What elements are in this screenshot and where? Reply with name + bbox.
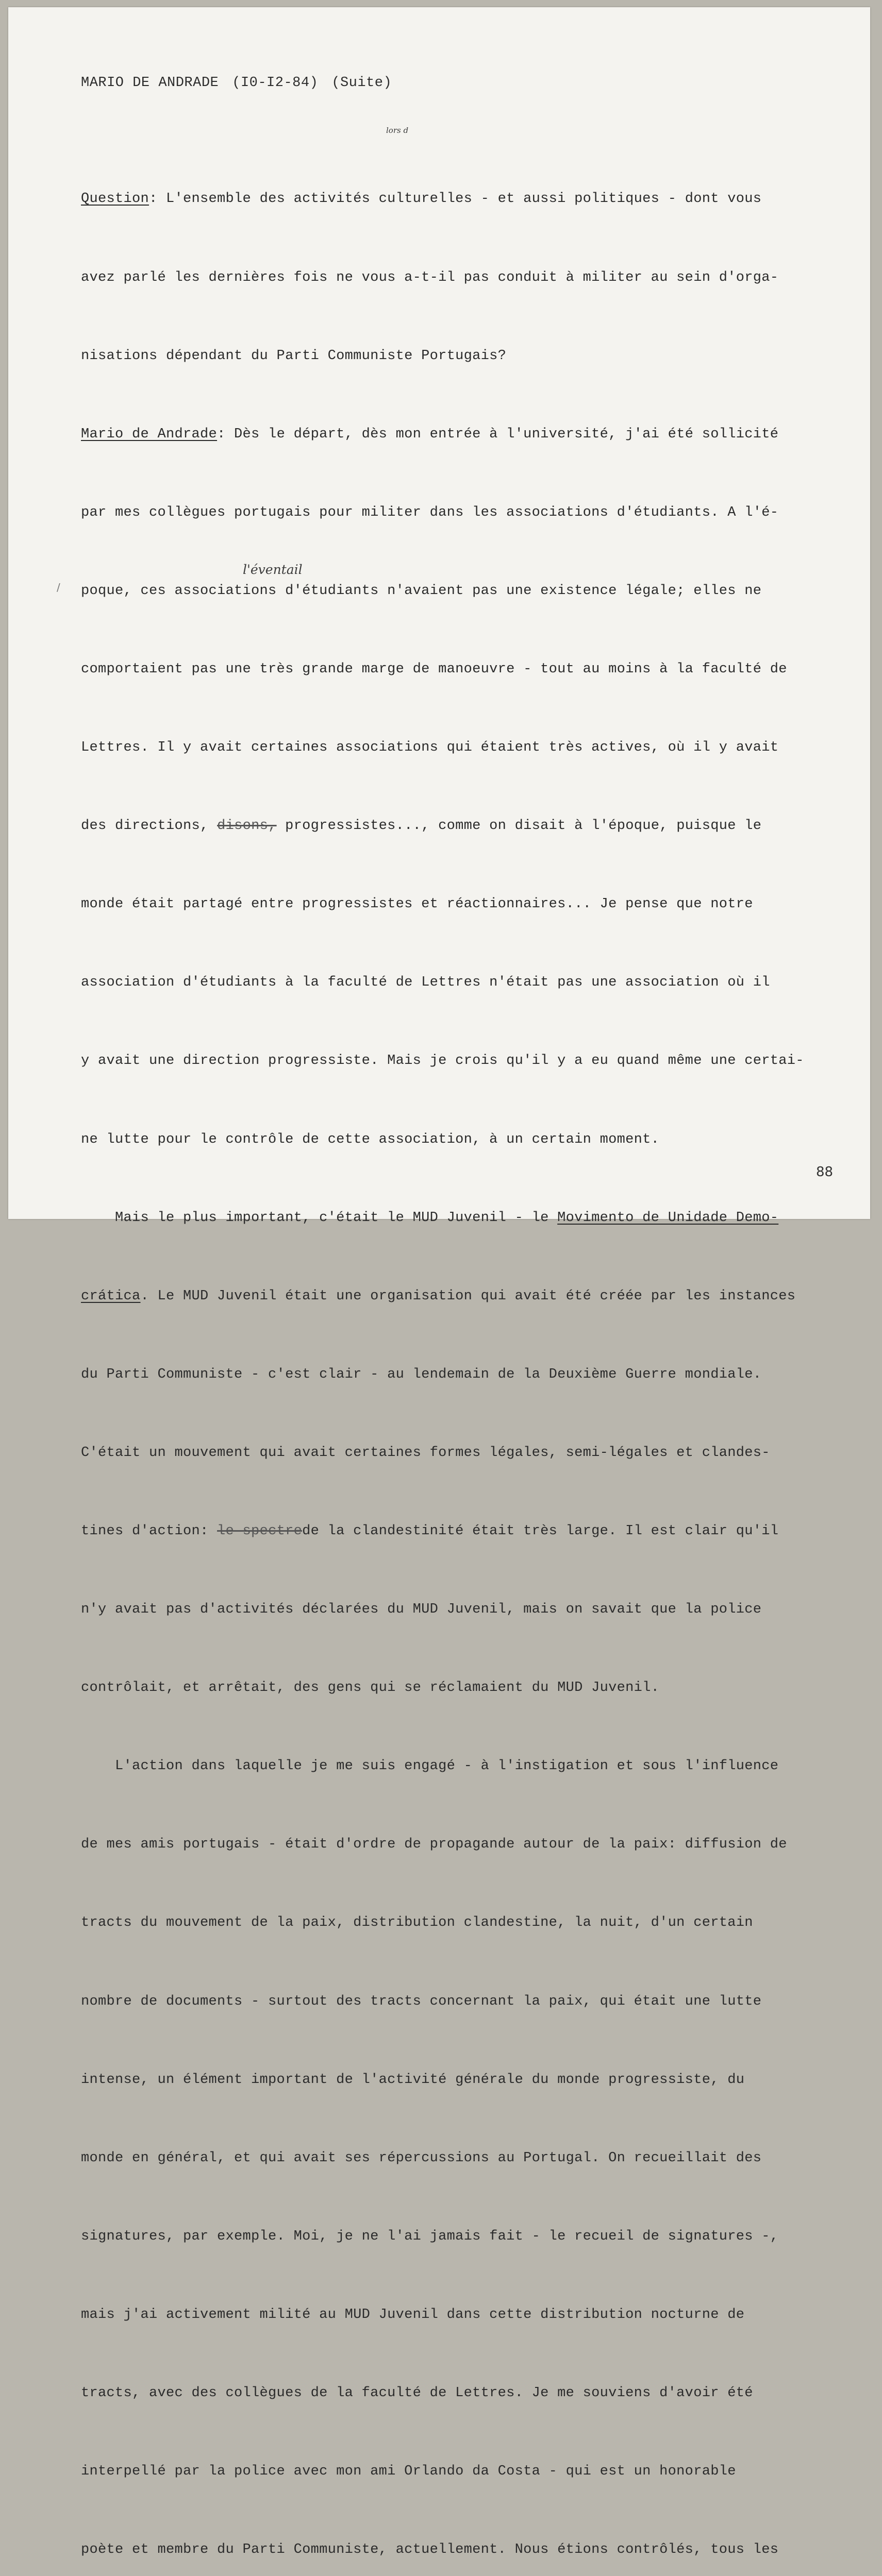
- header-date: (I0-I2-84): [232, 75, 319, 91]
- text-line: Mais le plus important, c'était le MUD Juvenil - le Movimento de Unidade Demo-: [81, 1210, 779, 1226]
- text-line: C'était un mouvement qui avait certaines formes légales, semi-légales et clandes-: [81, 1445, 770, 1461]
- text-line: nombre de documents - surtout des tracts concernant la paix, qui était une lutte: [81, 1993, 762, 2009]
- text-line: poque, ces associations d'étudiants n'avaient pas une existence légale; elles ne: [81, 583, 762, 599]
- text-line: monde en général, et qui avait ses répercussions au Portugal. On recueillait des: [81, 2150, 762, 2166]
- text-line: association d'étudiants à la faculté de Lettres n'était pas une association où il: [81, 975, 770, 991]
- speaker-label: Mario de Andrade: [81, 426, 218, 442]
- text-line: Lettres. Il y avait certaines associations qui étaient très actives, où il y avait: [81, 740, 779, 756]
- text-line: de mes amis portugais - était d'ordre de propagande autour de la paix: diffusion de: [81, 1837, 787, 1853]
- document-page: [8, 7, 870, 2558]
- text-line: comportaient pas une très grande marge de manoeuvre - tout au moins à la faculté de: [81, 661, 787, 677]
- text-line: L'action dans laquelle je me suis engagé - à l'instigation et sous l'influence: [81, 1758, 779, 1774]
- margin-tick: /: [57, 581, 60, 594]
- text-line: crática. Le MUD Juvenil était une organisation qui avait été créée par les instances: [81, 1288, 796, 1304]
- text-line: avez parlé les dernières fois ne vous a-t-il pas conduit à militer au sein d'orga-: [81, 269, 779, 285]
- text-line: des directions, disons, progressistes..., comme on disait à l'époque, puisque le: [81, 818, 762, 834]
- struck-word: le spectre: [217, 1523, 303, 1539]
- text-line: nisations dépendant du Parti Communiste Portugais?: [81, 348, 507, 364]
- text-line: Mario de Andrade: Dès le départ, dès mon entrée à l'université, j'ai été sollicité: [81, 426, 779, 442]
- transcript-body: [81, 134, 864, 2576]
- text-line: par mes collègues portugais pour militer dans les associations d'étudiants. A l'é-: [81, 504, 779, 520]
- document-header: [81, 75, 405, 91]
- text-line: tracts, avec des collègues de la faculté de Lettres. Je me souviens d'avoir été: [81, 2385, 753, 2401]
- header-suite: (Suite): [331, 75, 392, 91]
- text-line: interpellé par la police avec mon ami Orlando da Costa - qui est un honorable: [81, 2464, 736, 2480]
- text-line: du Parti Communiste - c'est clair - au lendemain de la Deuxième Guerre mondiale.: [81, 1366, 762, 1382]
- text-line: ne lutte pour le contrôle de cette association, à un certain moment.: [81, 1131, 660, 1147]
- text-line: poète et membre du Parti Communiste, actuellement. Nous étions contrôlés, tous les: [81, 2542, 779, 2558]
- question-label: Question: [81, 191, 149, 207]
- text-line: signatures, par exemple. Moi, je ne l'ai jamais fait - le recueil de signatures -,: [81, 2228, 779, 2244]
- text-line: intense, un élément important de l'activité générale du monde progressiste, du: [81, 2072, 745, 2088]
- text-line: tracts du mouvement de la paix, distribution clandestine, la nuit, d'un certain: [81, 1915, 753, 1931]
- text-line: n'y avait pas d'activités déclarées du MUD Juvenil, mais on savait que la police: [81, 1602, 762, 1618]
- text-line: Question: L'ensemble des activités culturelles - et aussi politiques - dont vous: [81, 191, 762, 207]
- page-number: 88: [816, 1164, 834, 1180]
- header-name: MARIO DE ANDRADE: [81, 75, 219, 91]
- text-line: mais j'ai activement milité au MUD Juvenil dans cette distribution nocturne de: [81, 2307, 745, 2323]
- underlined-term: crática: [81, 1288, 141, 1304]
- text-line: contrôlait, et arrêtait, des gens qui se réclamaient du MUD Juvenil.: [81, 1680, 660, 1696]
- text-line: monde était partagé entre progressistes et réactionnaires... Je pense que notre: [81, 896, 753, 912]
- margin-note: lors d: [386, 126, 409, 135]
- handwritten-correction: l'éventail: [243, 562, 303, 577]
- text-line: y avait une direction progressiste. Mais je crois qu'il y a eu quand même une certai-: [81, 1053, 804, 1069]
- underlined-term: Movimento de Unidade Demo-: [557, 1210, 779, 1226]
- struck-word: disons,: [217, 818, 277, 834]
- text-line: tines d'action: le spectrede la clandestinité était très large. Il est clair qu'il: [81, 1523, 779, 1539]
